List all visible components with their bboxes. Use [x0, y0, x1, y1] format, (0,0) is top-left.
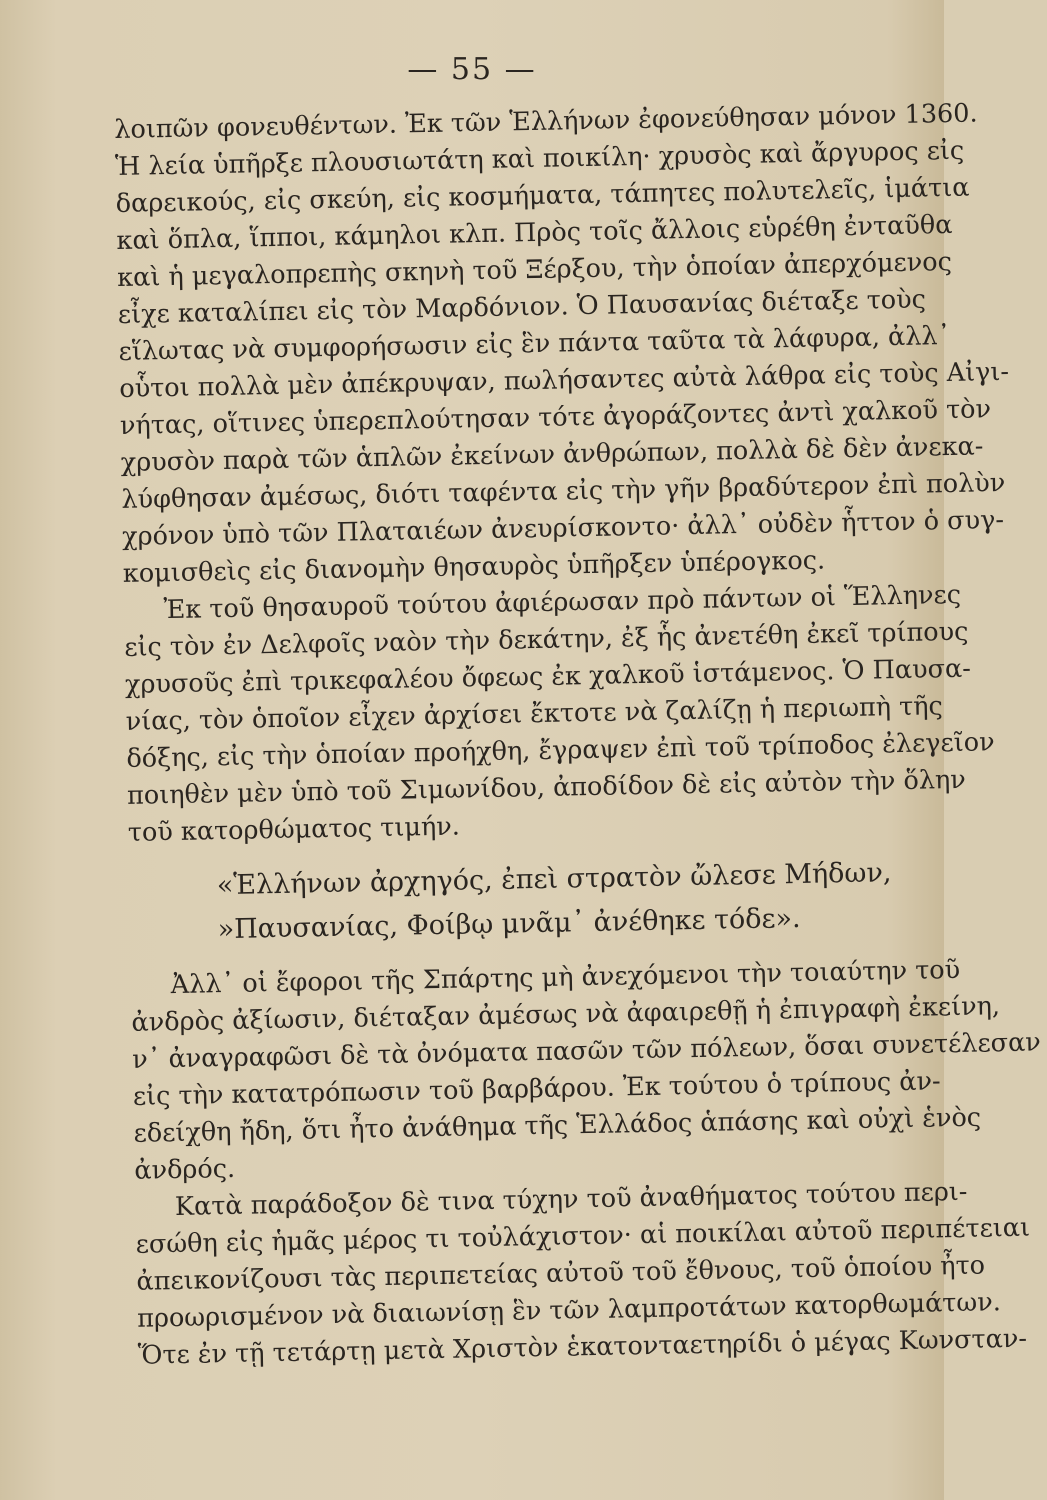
quote-line: »Παυσανίας, Φοίβῳ μνᾶμ᾽ ἀνέθηκε τόδε».	[217, 902, 801, 946]
text-line: χρυσοῦς ἐπὶ τρικεφαλέου ὄφεως ἐκ χαλκοῦ ἱστάμενος. Ὁ Παυσα-	[124, 653, 972, 700]
text-line: καὶ ἡ μεγαλοπρεπὴς σκηνὴ τοῦ Ξέρξου, τὴν ὁποίαν ἀπερχόμενος	[116, 246, 953, 293]
text-line: εἶχε καταλίπει εἰς τὸν Μαρδόνιον. Ὁ Παυσανίας διέταξε τοὺς	[117, 284, 927, 330]
text-line: νήτας, οἵτινες ὑπερεπλούτησαν τότε ἀγοράζοντες ἀντὶ χαλκοῦ τὸν	[119, 394, 992, 441]
text-line: ἀνδρὸς ἀξίωσιν, διέταξαν ἀμέσως νὰ ἀφαιρεθῇ ἡ ἐπιγραφὴ ἐκείνη,	[131, 991, 1001, 1038]
quote-line: «Ἑλλήνων ἀρχηγός, ἐπεὶ στρατὸν ὤλεσε Μήδων,	[216, 857, 892, 902]
text-line: χρυσὸν παρὰ τῶν ἁπλῶν ἐκείνων ἀνθρώπων, πολλὰ δὲ δὲν ἀνεκα-	[120, 431, 984, 478]
text-line: ἀπεικονίζουσι τὰς περιπετείας αὐτοῦ τοῦ ἔθνους, τοῦ ὁποίου ἦτο	[136, 1250, 986, 1297]
text-line: εἵλωτας νὰ συμφορήσωσιν εἰς ἓν πάντα ταῦτα τὰ λάφυρα, ἀλλ᾽	[118, 320, 951, 367]
text-line: Ἡ λεία ὑπῆρξε πλουσιωτάτη καὶ ποικίλη· χρυσὸς καὶ ἄργυρος εἰς	[114, 135, 965, 182]
text-line: καὶ ὅπλα, ἵπποι, κάμηλοι κλπ. Πρὸς τοῖς ἄλλοις εὑρέθη ἐνταῦθα	[116, 209, 953, 256]
text-line: Κατὰ παράδοξον δὲ τινα τύχην τοῦ ἀναθήματος τούτου περι-	[174, 1176, 968, 1223]
page-number: — 55 —	[407, 52, 537, 87]
epigram-quote	[128, 851, 890, 954]
paragraph	[123, 578, 995, 852]
text-line: Ὅτε ἐν τῇ τετάρτῃ μετὰ Χριστὸν ἑκατονταετηρίδι ὁ μέγας Κωνσταν-	[137, 1323, 1028, 1371]
paragraph	[130, 953, 1042, 1190]
text-line: κομισθεὶς εἰς διανομὴν θησαυρὸς ὑπῆρξεν ὑπέρογκος.	[122, 545, 826, 589]
text-line: χρόνον ὑπὸ τῶν Πλαταιέων ἀνευρίσκοντο· ἀλλ᾽ οὐδὲν ἧττον ὁ συγ-	[121, 504, 1005, 552]
text-line: δαρεικούς, εἰς σκεύη, εἰς κοσμήματα, τάπητες πολυτελεῖς, ἱμάτια	[115, 172, 970, 219]
text-line: εἰς τὴν κατατρόπωσιν τοῦ βαρβάρου. Ἐκ τούτου ὁ τρίπους ἀν-	[132, 1066, 941, 1112]
paragraph	[135, 1175, 1031, 1375]
text-line: εἰς τὸν ἐν Δελφοῖς ναὸν τὴν δεκάτην, ἐξ ἧς ἀνετέθη ἐκεῖ τρίπους	[124, 616, 969, 663]
text-line: εδείχθη ἤδη, ὅτι ἦτο ἀνάθημα τῆς Ἑλλάδος ἁπάσης καὶ οὐχὶ ἑνὸς	[133, 1102, 982, 1149]
text-line: δόξης, εἰς τὴν ὁποίαν προήχθη, ἔγραψεν ἐπὶ τοῦ τρίποδος ἐλεγεῖον	[126, 727, 995, 774]
text-line: Ἐκ τοῦ θησαυροῦ τούτου ἀφιέρωσαν πρὸ πάντων οἱ Ἕλληνες	[163, 579, 962, 626]
text-line: νίας, τὸν ὁποῖον εἶχεν ἀρχίσει ἔκτοτε νὰ ζαλίζῃ ἡ περιωπὴ τῆς	[125, 691, 944, 737]
text-line: προωρισμένον νὰ διαιωνίσῃ ἓν τῶν λαμπροτάτων κατορθωμάτων.	[136, 1287, 1002, 1334]
body-text	[114, 97, 1042, 1374]
text-line: Ἀλλ᾽ οἱ ἔφοροι τῆς Σπάρτης μὴ ἀνεχόμενοι τὴν τοιαύτην τοῦ	[170, 954, 961, 1001]
text-line: οὗτοι πολλὰ μὲν ἀπέκρυψαν, πωλήσαντες αὐτὰ λάθρα εἰς τοὺς Αἰγι-	[119, 356, 1010, 404]
text-line: λοιπῶν φονευθέντων. Ἐκ τῶν Ἑλλήνων ἐφονεύθησαν μόνον 1360.	[114, 98, 978, 145]
text-line: ποιηθὲν μὲν ὑπὸ τοῦ Σιμωνίδου, ἀποδίδον δὲ εἰς αὐτὸν τὴν ὅλην	[126, 764, 967, 811]
text-line: ἀνδρός.	[134, 1153, 236, 1186]
text-line: τοῦ κατορθώματος τιμήν.	[127, 811, 461, 848]
text-line: εσώθη εἰς ἡμᾶς μέρος τι τοὐλάχιστον· αἱ ποικίλαι αὐτοῦ περιπέτειαι	[135, 1212, 1031, 1260]
paragraph	[114, 97, 1010, 593]
text-line: ν᾽ ἀναγραφῶσι δὲ τὰ ὀνόματα πασῶν τῶν πόλεων, ὅσαι συνετέλεσαν	[131, 1027, 1042, 1075]
text-line: λύφθησαν ἀμέσως, διότι ταφέντα εἰς τὴν γῆν βραδύτερον ἐπὶ πολὺν	[121, 467, 1006, 515]
